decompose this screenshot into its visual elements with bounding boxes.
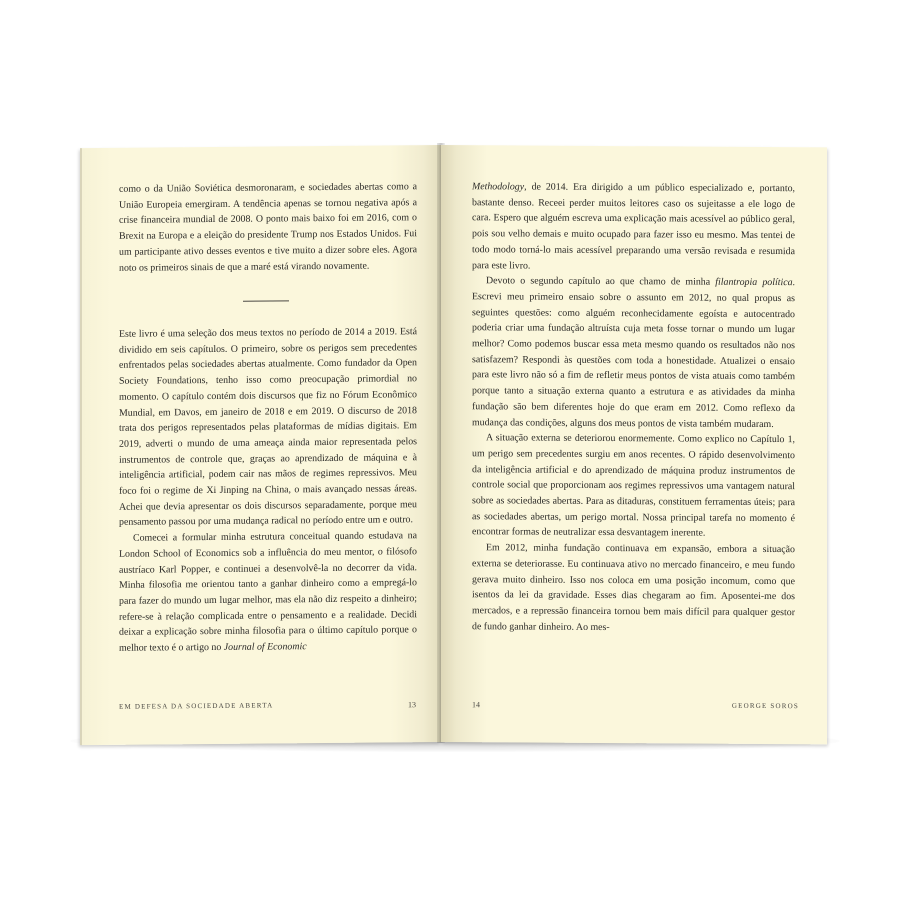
right-page (441, 145, 827, 744)
section-divider (243, 300, 289, 301)
right-paragraph-4: Em 2012, minha fundação continuava em expansão, embora a situação externa se deteriorasse. Eu continuava ativo no mercado financeiro, e meu fundo gerava muito dinheiro. Isso nos coloca em uma posição incomum, como que isentos da lei da gravidade. Esses dias chegaram ao fim. Aposentei-me dos mercados, e a repressão financeira tornou bem mais difícil para qualquer gestor de fundo ganhar dinheiro. Ao mes- (472, 542, 795, 633)
page-number-left: 13 (408, 700, 416, 710)
running-footer-right: GEORGE SOROS (731, 701, 799, 711)
page-number-right: 14 (472, 700, 480, 710)
left-page (80, 145, 441, 745)
right-paragraph-1-text: , de 2014. Era dirigido a um público especializado e, portanto, bastante denso. Receei perder muitos leitores caso os sujeitasse a ele logo de cara. Espero que alguém escreva uma explicação mais acessível ao público geral, pois sou velho demais e muito ocupado para fazer isso eu mesmo. Mas tentei de todo modo torná-lo mais acessível preparando uma versão revisada e resumida para este livro. (472, 181, 795, 272)
left-paragraph-2-text: Comecei a formular minha estrutura conceitual quando estudava na London School of Economics sob a influência do meu mentor, o filósofo austríaco Karl Popper, e continuei a desenvolvê-la no decorrer da vida. Minha filosofia me orientou tanto a ganhar dinheiro como a empregá-lo para fazer do mundo um lugar melhor, mas ela não diz respeito a dinheiro; refere-se à relação complicada entre o pensamento e a realidade. Decidi deixar a explicação sobre minha filosofia para o último capítulo porque o melhor texto é o artigo no (119, 530, 417, 654)
left-main-text (119, 324, 417, 656)
left-paragraph-1: Este livro é uma seleção dos meus textos no período de 2014 a 2019. Está dividido em seis capítulos. O primeiro, sobre os perigos sem precedentes enfrentados pelas sociedades abertas atualmente. Como fundador da Open Society Foundations, tenho isso como preocupação primordial no momento. O capítulo contém dois discursos que fiz no Fórum Econômico Mundial, em Davos, em janeiro de 2018 e em 2019. O discurso de 2018 trata dos perigos representados pelas plataformas de mídias digitais. Em 2019, adverti o mundo de uma ameaça ainda maior representada pelos instrumentos de controle que, graças ao aprendizado de máquina e à inteligência artificial, podem cair nas mãos de regimes repressivos. Meu foco foi o regime de Xi Jinping na China, o mais avançado nessas áreas. Achei que devia apresentar os dois discursos separadamente, porque meu pensamento passou por uma mudança radical no período entre um e outro. (119, 326, 417, 529)
right-paragraph-2-text: . Escrevi meu primeiro ensaio sobre o assunto em 2012, no qual propus as seguintes questões: como alguém reconhecidamente egoísta e autocentrado poderia criar uma fundação altruísta cuja meta fosse tornar o mundo um lugar melhor? Como podemos buscar essa meta mesmo quando os resultados não nos satisfazem? Respondi às questões com toda a honestidade. Atualizei o ensaio para este livro não só a fim de refletir meus pontos de vista atuais como também porque tanto a situação externa quanto a estrutura e as atividades da minha fundação são bem diferentes hoje do que eram em 2012. Como reflexo da mudança das condições, alguns dos meus pontos de vista também mudaram. (472, 277, 795, 430)
filantropia-italic: filantropia política (715, 276, 793, 289)
right-paragraph-2 (472, 273, 795, 432)
right-paragraph-2-start: Devoto o segundo capítulo ao que chamo de minha (486, 275, 716, 288)
right-main-text (472, 179, 795, 636)
left-paragraph-2 (119, 528, 417, 656)
journal-title-italic: Journal of Economic (223, 641, 307, 653)
methodology-italic: Methodology (472, 181, 525, 193)
left-top-text (119, 179, 417, 276)
right-paragraph-3: A situação externa se deteriorou enormemente. Como explico no Capítulo 1, um perigo sem precedentes surgiu em anos recentes. O rápido desenvolvimento da inteligência artificial e do aprendizado de máquina produz instrumentos de controle social que proporcionam aos regimes repressivos uma vantagem natural sobre as sociedades abertas. Para as ditaduras, constituem ferramentas úteis; para as sociedades abertas, um perigo mortal. Nossa principal tarefa no momento é encontrar formas de neutralizar essa desvantagem inerente. (472, 432, 795, 540)
left-top-paragraph: como o da União Soviética desmoronaram, e sociedades abertas como a União Europeia emergiram. A tendência apenas se tornou negativa após a crise financeira mundial de 2008. O ponto mais baixo foi em 2016, com o Brexit na Europa e a eleição do presidente Trump nos Estados Unidos. Fui um participante ativo desses eventos e tive muito a dizer sobre eles. Agora noto os primeiros sinais de que a maré está virando novamente. (119, 181, 417, 274)
right-paragraph-1 (472, 179, 795, 275)
running-footer-left: EM DEFESA DA SOCIEDADE ABERTA (119, 701, 274, 711)
